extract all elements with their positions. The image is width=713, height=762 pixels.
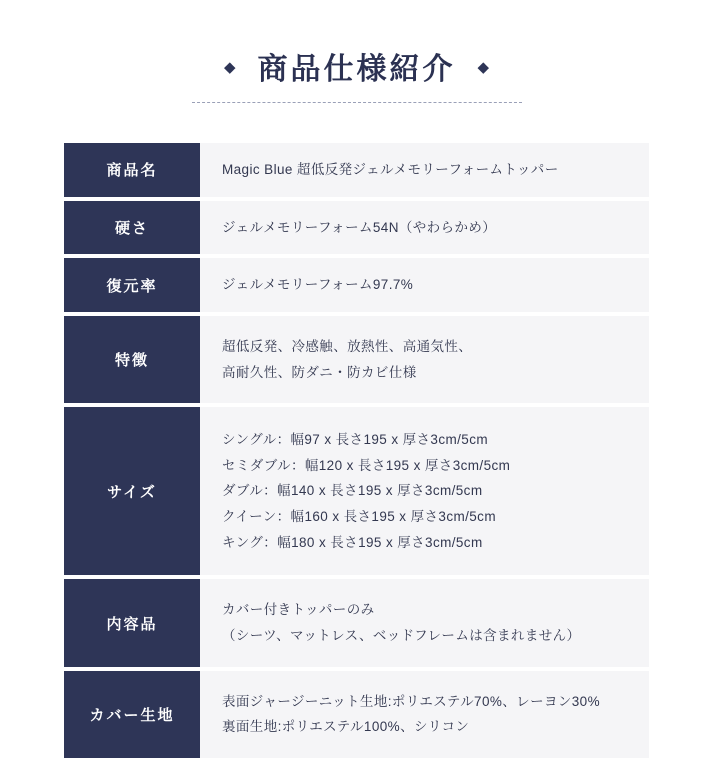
table-row bbox=[64, 314, 649, 405]
spec-value-line: カバー付きトッパーのみ bbox=[222, 602, 375, 618]
spec-value-line: ダブル：幅140 x 長さ195 x 厚さ3cm/5cm bbox=[222, 483, 483, 499]
table-row bbox=[64, 405, 649, 577]
diamond-right-icon: ◆ bbox=[477, 58, 490, 76]
page-header bbox=[0, 0, 713, 103]
title-row bbox=[0, 44, 713, 88]
spec-label-package-contents: 内容品 bbox=[64, 577, 200, 668]
page-title: 商品仕様紹介 bbox=[257, 53, 456, 86]
spec-label-size: サイズ bbox=[64, 405, 200, 577]
spec-value-line: キング：幅180 x 長さ195 x 厚さ3cm/5cm bbox=[222, 534, 483, 550]
spec-value-firmness bbox=[200, 199, 649, 257]
spec-value-features bbox=[200, 314, 649, 405]
spec-value-line: 超低反発、冷感触、放熱性、高通気性、 bbox=[222, 338, 473, 354]
spec-label-cover-fabric: カバー生地 bbox=[64, 669, 200, 760]
spec-table bbox=[64, 143, 649, 762]
spec-value-recovery-rate bbox=[200, 256, 649, 314]
spec-value-line: 表面ジャージーニット生地:ポリエステル70%、レーヨン30% bbox=[222, 693, 600, 709]
spec-label-features: 特徴 bbox=[64, 314, 200, 405]
table-row bbox=[64, 256, 649, 314]
diamond-left-icon: ◆ bbox=[223, 58, 236, 76]
table-row bbox=[64, 577, 649, 668]
table-row bbox=[64, 669, 649, 760]
table-row bbox=[64, 199, 649, 257]
table-row bbox=[64, 143, 649, 199]
spec-value-size bbox=[200, 405, 649, 577]
spec-value-line: 高耐久性、防ダニ・防カビ仕様 bbox=[222, 364, 417, 380]
spec-value-cover-fabric bbox=[200, 669, 649, 760]
spec-value-line: 裏面生地:ポリエステル100%、シリコン bbox=[222, 719, 470, 735]
spec-value-product-name bbox=[200, 143, 649, 199]
spec-label-product-name: 商品名 bbox=[64, 143, 200, 199]
spec-value-line: ジェルメモリーフォーム54N（やわらかめ） bbox=[222, 219, 497, 235]
title-underline-divider bbox=[192, 102, 522, 103]
spec-value-line: ジェルメモリーフォーム97.7% bbox=[222, 277, 414, 293]
spec-label-recovery-rate: 復元率 bbox=[64, 256, 200, 314]
spec-value-line: （シーツ、マットレス、ベッドフレームは含まれません） bbox=[222, 628, 581, 644]
spec-value-line: シングル：幅97 x 長さ195 x 厚さ3cm/5cm bbox=[222, 432, 488, 448]
spec-value-line: セミダブル：幅120 x 長さ195 x 厚さ3cm/5cm bbox=[222, 457, 511, 473]
spec-label-firmness: 硬さ bbox=[64, 199, 200, 257]
spec-value-package-contents bbox=[200, 577, 649, 668]
spec-value-line: クイーン：幅160 x 長さ195 x 厚さ3cm/5cm bbox=[222, 509, 496, 525]
spec-value-line: Magic Blue 超低反発ジェルメモリーフォームトッパー bbox=[222, 162, 559, 177]
